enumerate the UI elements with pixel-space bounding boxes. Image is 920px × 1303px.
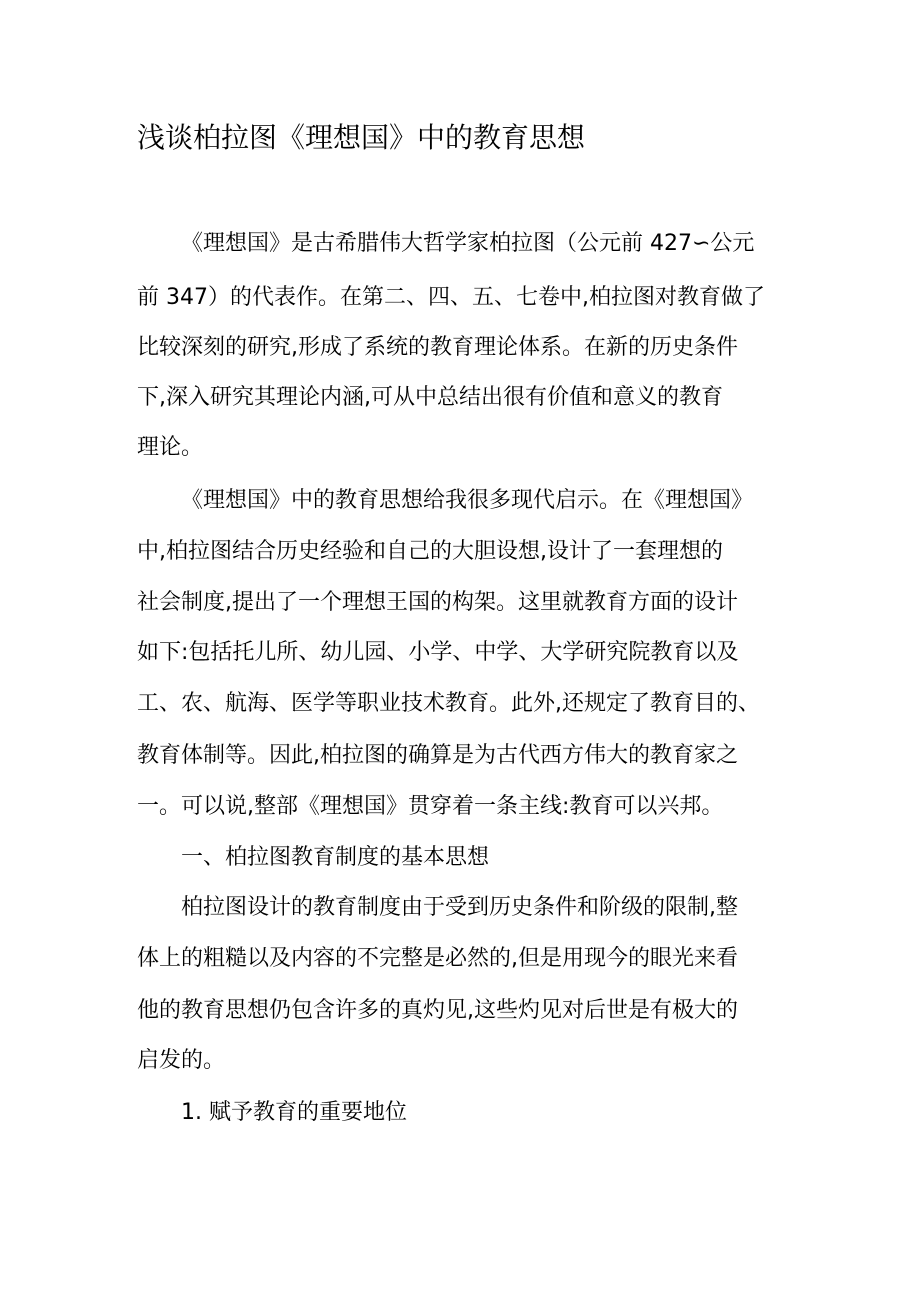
text-line: 如下:包括托儿所、幼儿园、小学、中学、大学研究院教育以及 [137, 640, 739, 665]
text-line: 一。可以说,整部《理想国》贯穿着一条主线:教育可以兴邦。 [137, 794, 724, 819]
text-line: 教育体制等。因此,柏拉图的确算是为古代西方伟大的教育家之 [137, 743, 738, 768]
text-line: 比较深刻的研究,形成了系统的教育理论体系。在新的历史条件 [137, 335, 738, 360]
document-title: 浅谈柏拉图《理想国》中的教育思想 [137, 121, 586, 154]
text-line: 工、农、航海、医学等职业技术教育。此外,还规定了教育目的、 [137, 691, 760, 716]
text-line: 理论。 [137, 435, 204, 460]
text-line: 前 347）的代表作。在第二、四、五、七卷中,柏拉图对教育做了 [137, 285, 765, 310]
text-line: 下,深入研究其理论内涵,可从中总结出很有价值和意义的教育 [137, 385, 723, 410]
text-line: 柏拉图设计的教育制度由于受到历史条件和阶级的限制,整 [181, 895, 738, 920]
section-heading: 一、柏拉图教育制度的基本思想 [181, 845, 490, 870]
text-line: 《理想国》中的教育思想给我很多现代启示。在《理想国》 [181, 488, 754, 513]
text-line: 他的教育思想仍包含许多的真灼见,这些灼见对后世是有极大的 [137, 998, 738, 1023]
text-line: 启发的。 [137, 1048, 226, 1073]
text-line: 体上的粗糙以及内容的不完整是必然的,但是用现今的眼光来看 [137, 946, 738, 971]
text-line: 中,柏拉图结合历史经验和自己的大胆设想,设计了一套理想的 [137, 539, 723, 564]
text-line: 《理想国》是古希腊伟大哲学家柏拉图（公元前 427∽公元 [181, 231, 755, 256]
text-line: 社会制度,提出了一个理想王国的构架。这里就教育方面的设计 [137, 590, 738, 615]
subsection-heading: 1. 赋予教育的重要地位 [181, 1100, 407, 1125]
